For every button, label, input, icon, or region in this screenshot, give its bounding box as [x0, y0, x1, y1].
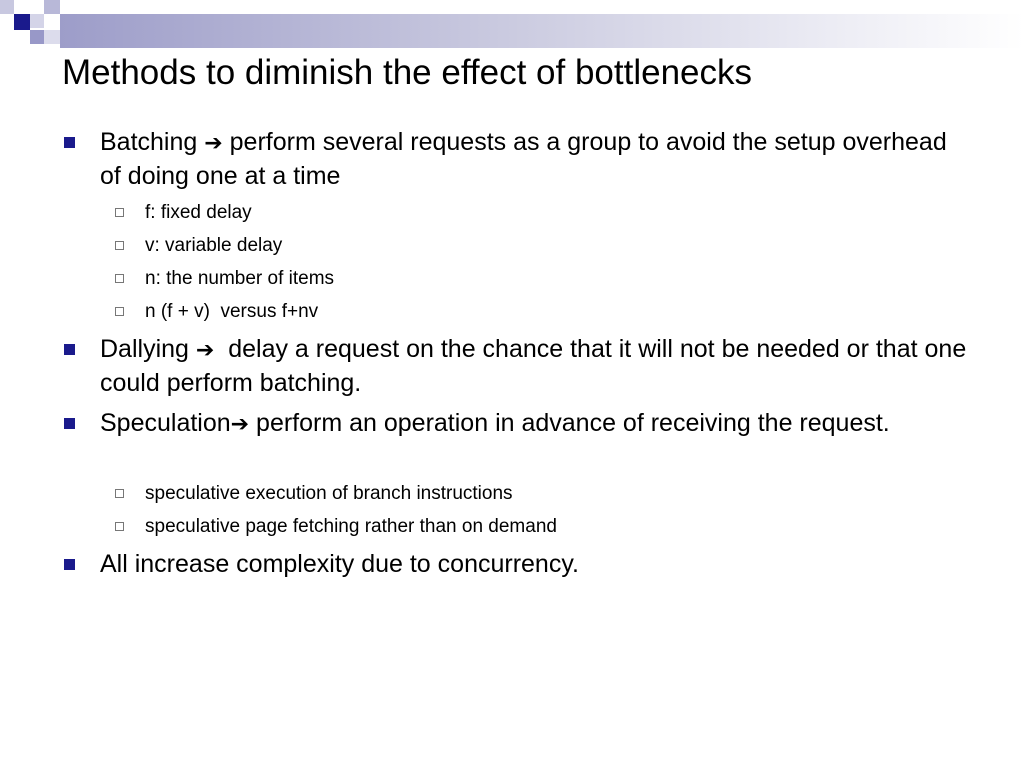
sub-bullet-text: f: fixed delay — [145, 202, 252, 223]
sub-bullet-text: speculative page fetching rather than on demand — [145, 516, 557, 537]
bullet-lead: Batching — [100, 128, 205, 156]
sub-bullet-formula — [145, 299, 965, 325]
hollow-square-bullet-icon — [115, 241, 124, 250]
sub-bullet-text: speculative execution of branch instructions — [145, 483, 513, 504]
bullet-text: All increase complexity due to concurrency. — [100, 550, 579, 578]
sub-bullet-number-of-items — [145, 266, 965, 292]
slide-title: Methods to diminish the effect of bottlenecks — [62, 53, 753, 92]
right-arrow-icon: ➔ — [230, 412, 250, 437]
square-bullet-icon — [64, 559, 75, 570]
hollow-square-bullet-icon — [115, 307, 124, 316]
bullet-dallying — [100, 333, 974, 400]
sub-bullet-fixed-delay — [145, 200, 965, 226]
bullet-lead: Speculation — [100, 409, 231, 437]
bullet-text: perform several requests as a group to avoid the setup overhead of doing one at a time — [100, 128, 947, 190]
bullet-complexity — [100, 548, 970, 581]
hollow-square-bullet-icon — [115, 208, 124, 217]
bullet-batching — [100, 126, 970, 193]
hollow-square-bullet-icon — [115, 489, 124, 498]
right-arrow-icon: ➔ — [195, 338, 215, 363]
square-bullet-icon — [64, 344, 75, 355]
sub-bullet-text: v: variable delay — [145, 235, 283, 256]
square-bullet-icon — [64, 418, 75, 429]
bullet-text: delay a request on the chance that it will not be needed or that one could perform batching. — [100, 335, 974, 397]
square-bullet-icon — [64, 137, 75, 148]
sub-bullet-speculative-execution — [145, 481, 965, 507]
sub-bullet-text: n (f + v) versus f+nv — [145, 301, 319, 322]
hollow-square-bullet-icon — [115, 274, 124, 283]
right-arrow-icon: ➔ — [204, 131, 223, 156]
hollow-square-bullet-icon — [115, 522, 124, 531]
sub-bullet-text: n: the number of items — [145, 268, 335, 289]
bullet-text: perform an operation in advance of receiving the request. — [249, 409, 890, 437]
bullet-lead: Dallying — [100, 335, 196, 363]
sub-bullet-speculative-paging — [145, 514, 965, 540]
bullet-speculation — [100, 407, 970, 441]
sub-bullet-variable-delay — [145, 233, 965, 259]
